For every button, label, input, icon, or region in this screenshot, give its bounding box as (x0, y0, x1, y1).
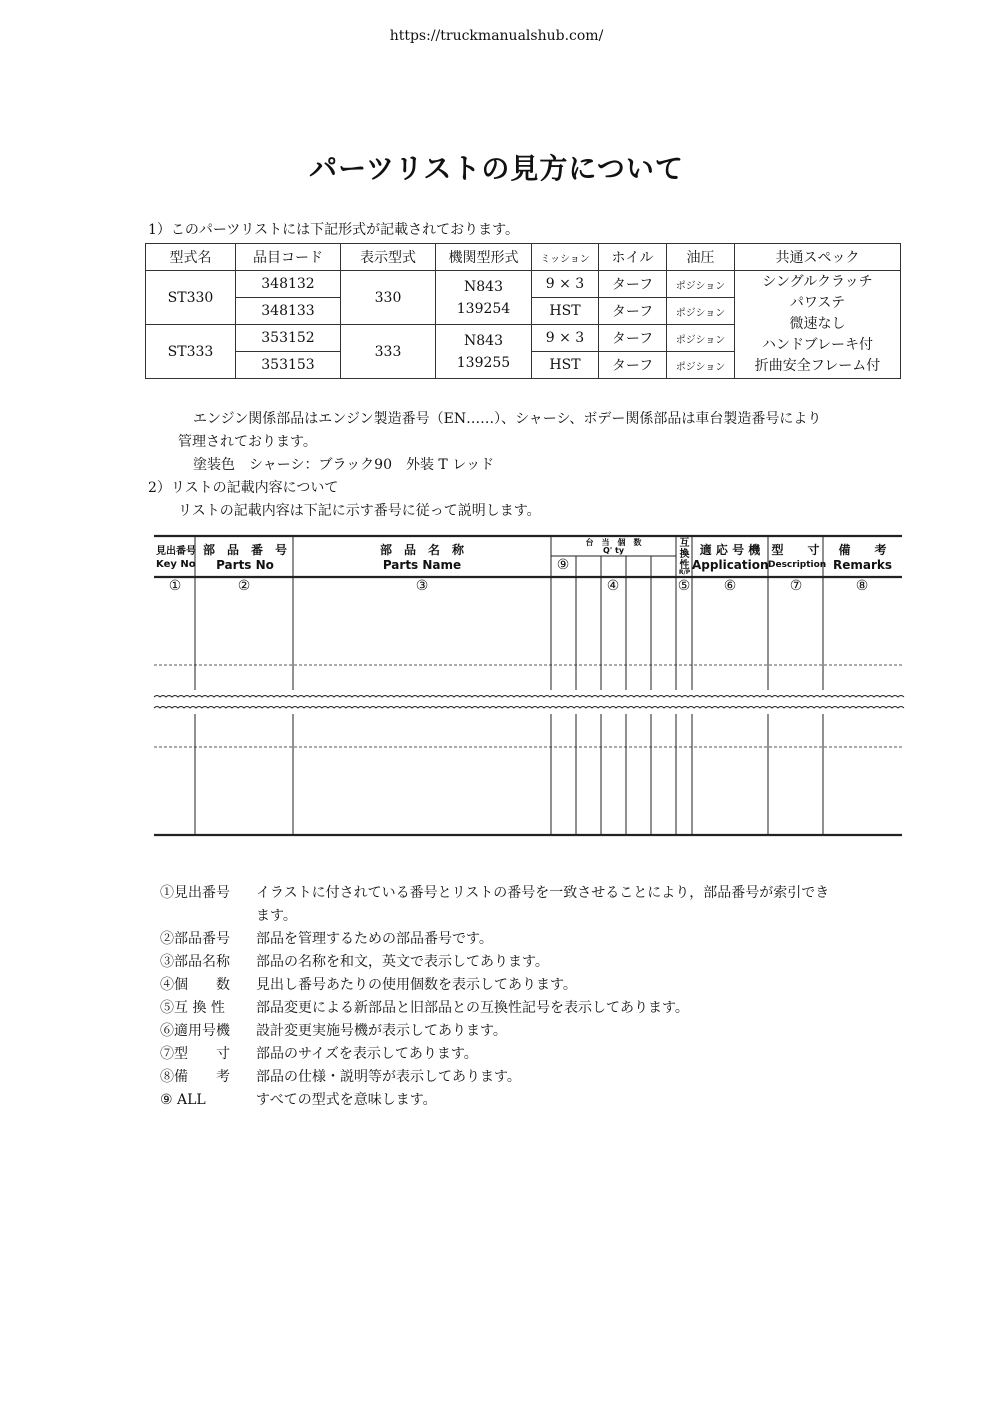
legend-key: ①見出番号 (160, 885, 230, 901)
marker-6: ⑥ (723, 578, 737, 594)
common-spec-item: シングルクラッチ (762, 274, 873, 290)
legend-item (160, 1089, 906, 1112)
legend-key: ③部品名称 (160, 954, 230, 970)
legend-list (160, 882, 906, 1112)
wheel: ターフ (599, 352, 667, 379)
interchangeability-en: R/P (678, 569, 691, 576)
wheel: ターフ (599, 325, 667, 352)
hydraulic: ポジション (667, 271, 735, 298)
marker-8: ⑧ (855, 578, 869, 594)
model-name: ST333 (146, 325, 236, 379)
mission: 9 × 3 (532, 325, 599, 352)
legend-key: ⑨ ALL (160, 1092, 206, 1108)
model-name: ST330 (146, 271, 236, 325)
hydraulic: ポジション (667, 298, 735, 325)
legend-item (160, 951, 906, 974)
mission: HST (532, 352, 599, 379)
legend-item (160, 997, 906, 1020)
legend-item (160, 882, 906, 905)
item-code: 353153 (236, 352, 341, 379)
legend-text: 部品の仕様・説明等が表示してあります。 (256, 1069, 521, 1085)
paint-color-note: 塗装色 シャーシ：ブラック90 外装 T レッド (193, 457, 495, 473)
parts-name-jp: 部 品 名 称 (379, 543, 464, 557)
header-engine: 機関型形式 (436, 244, 532, 271)
legend-key: ⑤互 換 性 (160, 1000, 225, 1016)
wheel: ターフ (599, 271, 667, 298)
key-no-en: Key No (156, 559, 196, 570)
mission: HST (532, 298, 599, 325)
marker-2: ② (237, 578, 251, 594)
parts-no-jp: 部 品 番 号 (202, 543, 287, 557)
application-jp: 適 応 号 機 (699, 543, 761, 557)
legend-text: すべての型式を意味します。 (256, 1092, 437, 1108)
legend-item (160, 1020, 906, 1043)
section-1-heading: 1）このパーツリストには下記形式が記載されております。 (148, 222, 519, 238)
header-hydraulic: 油圧 (667, 244, 735, 271)
wheel: ターフ (599, 298, 667, 325)
legend-text: 設計変更実施号機が表示してあります。 (256, 1023, 507, 1039)
legend-key (160, 905, 256, 928)
note-line-1: エンジン関係部品はエンジン製造番号（EN……）、シャーシ、ボデー関係部品は車台製造番号により (193, 411, 822, 427)
common-spec-item: 微速なし (789, 316, 846, 332)
legend-text: イラストに付されている番号とリストの番号を一致させることにより，部品番号が索引でき (256, 885, 830, 901)
page-title: パーツリストの見方について (309, 152, 684, 185)
legend-item (160, 928, 906, 951)
quantity-jp: 台 当 個 数 (585, 538, 642, 547)
item-code: 353152 (236, 325, 341, 352)
marker-4: ④ (606, 578, 620, 594)
common-spec-item: ハンドブレーキ付 (761, 337, 874, 353)
engine-type: N843 (464, 332, 503, 349)
legend-key: ④個 数 (160, 977, 230, 993)
legend-text: ます。 (256, 908, 297, 924)
interchangeability-jp: 互換性 (679, 538, 690, 571)
engine-code: 139254 (456, 300, 511, 317)
common-spec-item: パワステ (789, 295, 846, 311)
parts-name-en: Parts Name (382, 558, 462, 572)
marker-1: ① (168, 578, 182, 594)
display-model: 333 (341, 325, 436, 379)
legend-key: ⑧備 考 (160, 1069, 230, 1085)
application-en: Application (692, 558, 769, 572)
legend-item (160, 1066, 906, 1089)
legend-text: 部品の名称を和文，英文で表示してあります。 (256, 954, 549, 970)
quantity-en: Q' ty (602, 546, 625, 555)
legend-text: 部品のサイズを表示してあります。 (256, 1046, 478, 1062)
item-code: 348132 (236, 271, 341, 298)
section-2-heading: 2）リストの記載内容について (148, 480, 339, 496)
hydraulic: ポジション (667, 352, 735, 379)
item-code: 348133 (236, 298, 341, 325)
display-model: 330 (341, 271, 436, 325)
header-model: 型式名 (146, 244, 236, 271)
legend-item (160, 974, 906, 997)
legend-item (160, 1043, 906, 1066)
source-url: https://truckmanualshub.com/ (389, 28, 604, 44)
hydraulic: ポジション (667, 325, 735, 352)
parts-no-en: Parts No (216, 558, 274, 572)
marker-3: ③ (415, 578, 429, 594)
header-wheel: ホイル (599, 244, 667, 271)
engine-code: 139255 (456, 354, 511, 371)
legend-text: 見出し番号あたりの使用個数を表示してあります。 (256, 977, 577, 993)
legend-key: ②部品番号 (160, 931, 230, 947)
header-display-model: 表示型式 (341, 244, 436, 271)
header-mission: ミッション (532, 244, 599, 271)
legend-text: 部品変更による新部品と旧部品との互換性記号を表示してあります。 (256, 1000, 689, 1016)
note-line-2: 管理されております。 (178, 434, 317, 450)
header-common-spec: 共通スペック (735, 244, 901, 271)
section-2-description: リストの記載内容は下記に示す番号に従って説明します。 (178, 503, 541, 519)
description-en: Description (768, 560, 827, 570)
remarks-jp: 備 考 (838, 543, 887, 557)
legend-item (160, 905, 906, 928)
remarks-en: Remarks (832, 558, 893, 572)
engine-type: N843 (464, 278, 503, 295)
legend-text: 部品を管理するための部品番号です。 (256, 931, 493, 947)
header-item-code: 品目コード (236, 244, 341, 271)
marker-7: ⑦ (789, 578, 803, 594)
mission: 9 × 3 (532, 271, 599, 298)
key-no-jp: 見出番号 (156, 546, 196, 557)
description-jp: 型 寸 (771, 543, 820, 557)
marker-5: ⑤ (677, 578, 691, 594)
marker-9: ⑨ (556, 557, 570, 573)
common-spec-item: 折曲安全フレーム付 (754, 358, 881, 374)
legend-key: ⑥適用号機 (160, 1023, 230, 1039)
legend-key: ⑦型 寸 (160, 1046, 230, 1062)
